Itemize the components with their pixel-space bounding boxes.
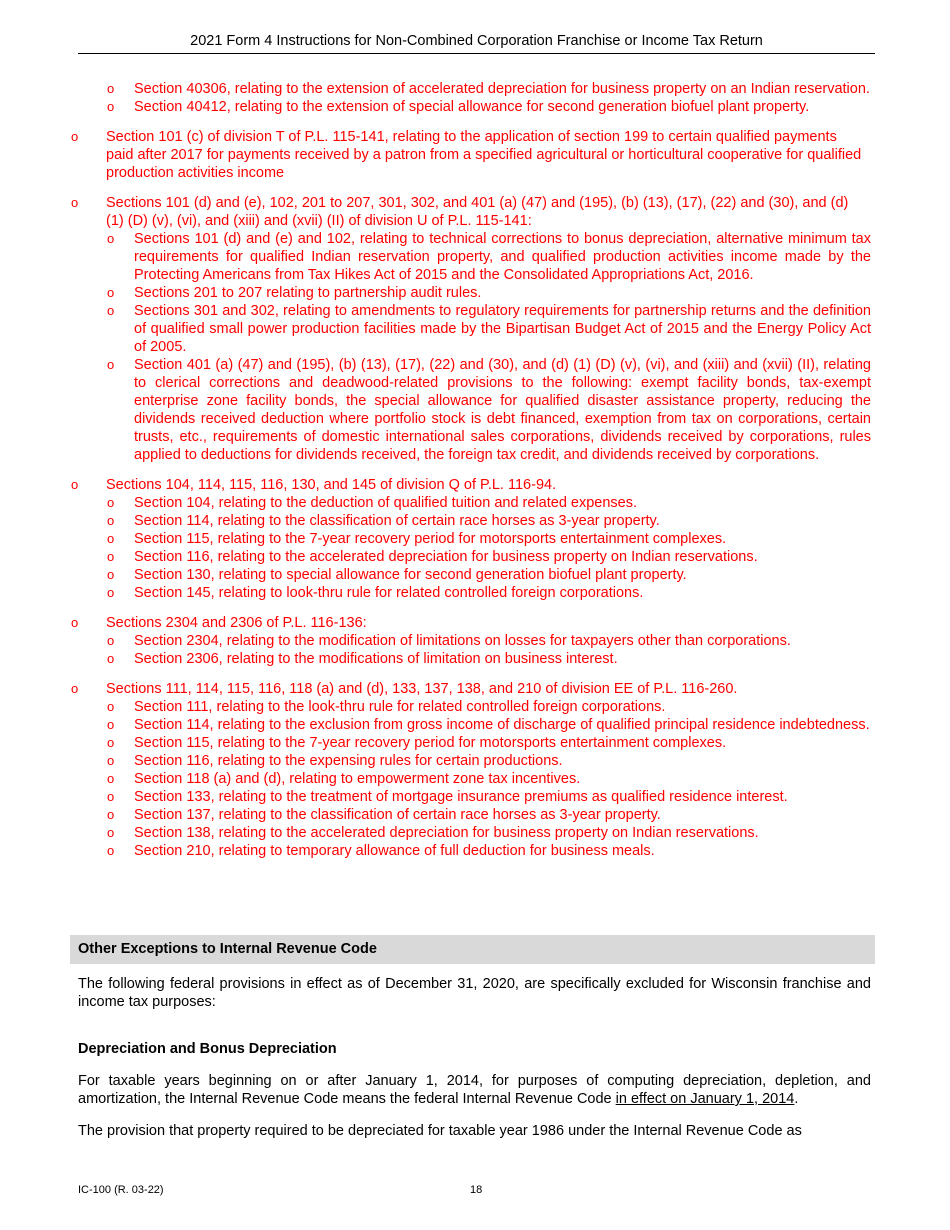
item-text: Section 210, relating to temporary allowance of full deduction for business meals. xyxy=(134,843,655,859)
item-text: Section 40306, relating to the extension of accelerated depreciation for business property on an Indian reservation. xyxy=(134,81,870,97)
list-group-division-ee xyxy=(71,680,866,698)
group-text: Sections 101 (d) and (e), 102, 201 to 207, 301, 302, and 401 (a) (47) and (195), (b) (13), (17), (22) and (30), and (d) (1) (D) (v), (vi), and (xiii) and (xvii) (II) of division U of P.L. 115-141: xyxy=(106,195,849,229)
item-text: Section 118 (a) and (d), relating to empowerment zone tax incentives. xyxy=(134,771,581,787)
list-item xyxy=(107,734,871,752)
item-text: Section 116, relating to the expensing rules for certain productions. xyxy=(134,753,563,769)
paragraph-end: . xyxy=(794,1091,799,1107)
bullet-icon: o xyxy=(107,495,115,510)
list-item xyxy=(107,752,871,770)
item-text: Section 111, relating to the look-thru rule for related controlled foreign corporations. xyxy=(134,699,666,715)
item-text: Section 2306, relating to the modifications of limitation on business interest. xyxy=(134,651,618,667)
intro-paragraph: The following federal provisions in effect as of December 31, 2020, are specifically excluded for Wisconsin franchise and income tax purposes: xyxy=(78,976,871,1010)
item-text: Sections 301 and 302, relating to amendments to regulatory requirements for partnership returns and the definition of qualified small power production facilities made by the Bipartisan Budget Act of 2015 and the Energy Policy Act of 2005. xyxy=(134,303,871,355)
bullet-icon: o xyxy=(107,303,115,318)
bullet-icon: o xyxy=(71,195,79,210)
bullet-icon: o xyxy=(107,771,115,786)
item-text: Section 2304, relating to the modification of limitations on losses for taxpayers other than corporations. xyxy=(134,633,791,649)
bullet-icon: o xyxy=(71,615,79,630)
paragraph-text: For taxable years beginning on or after January 1, 2014, for purposes of computing depreciation, depletion, and amortization, the Internal Revenue Code means the federal Internal Revenue Code xyxy=(78,1073,871,1107)
list-item xyxy=(107,698,871,716)
list-item xyxy=(107,788,871,806)
list-item xyxy=(107,770,871,788)
group-text: Sections 104, 114, 115, 116, 130, and 145 of division Q of P.L. 116-94. xyxy=(106,477,557,493)
list-group-division-u xyxy=(71,194,866,230)
item-text: Sections 101 (d) and (e) and 102, relating to technical corrections to bonus depreciation, alternative minimum tax requirements for qualified Indian reservation property, and qualified production activities income made by the Protecting Americans from Tax Hikes Act of 2015 and the Consolidated Appropriations Act, 2016. xyxy=(134,231,871,283)
bullet-icon: o xyxy=(107,531,115,546)
item-text: Section 116, relating to the accelerated depreciation for business property on Indian reservations. xyxy=(134,549,758,565)
bullet-icon: o xyxy=(107,735,115,750)
item-text: Section 114, relating to the classification of certain race horses as 3-year property. xyxy=(134,513,660,529)
bullet-icon: o xyxy=(107,585,115,600)
list-group-division-q xyxy=(71,476,866,494)
item-text: Section 401 (a) (47) and (195), (b) (13), (17), (22) and (30), and (d) (1) (D) (v), (vi), and (xiii) and (xvii) (II), relating to clerical corrections and deadwood-related provisions to the following: exempt facility bonds, tax-exempt enterprise zone facility bonds, the special allowance for qualified disaster assistance property, reducing the dividends received deduction where portfolio stock is debt financed, exemption from tax on corporations, certain trusts, etc., requirements of domestic international sales corporations, dividends received by corporations, rules applied to deductions for dividends received, the foreign tax credit, and dividends received by corporations. xyxy=(134,357,871,463)
depreciation-paragraph xyxy=(78,1072,871,1108)
bullet-icon: o xyxy=(107,753,115,768)
item-text: Section 115, relating to the 7-year recovery period for motorsports entertainment complexes. xyxy=(134,735,727,751)
bullet-icon: o xyxy=(107,807,115,822)
page-header: 2021 Form 4 Instructions for Non-Combined Corporation Franchise or Income Tax Return xyxy=(190,33,763,49)
subsection-title: Depreciation and Bonus Depreciation xyxy=(78,1041,337,1057)
bullet-icon: o xyxy=(107,99,115,114)
item-text: Section 115, relating to the 7-year recovery period for motorsports entertainment complexes. xyxy=(134,531,727,547)
group-text: Sections 2304 and 2306 of P.L. 116-136: xyxy=(106,615,367,631)
list-item xyxy=(107,632,871,650)
exceptions-list xyxy=(0,80,950,860)
bullet-icon: o xyxy=(107,699,115,714)
bullet-icon: o xyxy=(107,549,115,564)
item-text: Section 114, relating to the exclusion from gross income of discharge of qualified principal residence indebtedness. xyxy=(134,717,870,733)
section-title: Other Exceptions to Internal Revenue Code xyxy=(78,941,377,957)
list-item xyxy=(107,80,871,98)
list-item xyxy=(107,716,871,734)
list-item xyxy=(107,512,871,530)
list-item xyxy=(107,584,871,602)
item-text: Section 104, relating to the deduction of qualified tuition and related expenses. xyxy=(134,495,638,511)
bullet-icon: o xyxy=(107,513,115,528)
list-item xyxy=(107,530,871,548)
bullet-icon: o xyxy=(107,231,115,246)
list-item xyxy=(107,98,871,116)
continuation-paragraph: The provision that property required to be depreciated for taxable year 1986 under the Internal Revenue Code as xyxy=(78,1123,802,1139)
item-text: Section 130, relating to special allowance for second generation biofuel plant property. xyxy=(134,567,687,583)
bullet-icon: o xyxy=(107,825,115,840)
group-text: Sections 111, 114, 115, 116, 118 (a) and (d), 133, 137, 138, and 210 of division EE of P.L. 116-260. xyxy=(106,681,738,697)
bullet-icon: o xyxy=(107,717,115,732)
item-text: Section 137, relating to the classification of certain race horses as 3-year property. xyxy=(134,807,661,823)
bullet-icon: o xyxy=(107,633,115,648)
list-item xyxy=(107,824,871,842)
bullet-icon: o xyxy=(107,843,115,858)
item-text: Section 145, relating to look-thru rule for related controlled foreign corporations. xyxy=(134,585,644,601)
bullet-icon: o xyxy=(107,651,115,666)
list-item xyxy=(107,494,871,512)
list-item xyxy=(107,650,871,668)
list-item xyxy=(107,302,871,356)
header-rule xyxy=(78,53,875,54)
list-group-pl-116-136 xyxy=(71,614,866,632)
page-number: 18 xyxy=(470,1184,483,1196)
item-text: Sections 201 to 207 relating to partnership audit rules. xyxy=(134,285,482,301)
group-text: Section 101 (c) of division T of P.L. 115-141, relating to the application of section 199 to certain qualified payments paid after 2017 for payments received by a patron from a specified agricultural or horticultural cooperative for qualified production activities income xyxy=(106,129,862,181)
bullet-icon: o xyxy=(107,81,115,96)
bullet-icon: o xyxy=(107,357,115,372)
list-group-division-t xyxy=(71,128,866,182)
item-text: Section 40412, relating to the extension of special allowance for second generation biofuel plant property. xyxy=(134,99,810,115)
list-item xyxy=(107,230,871,284)
list-item xyxy=(107,548,871,566)
bullet-icon: o xyxy=(107,285,115,300)
list-item xyxy=(107,842,871,860)
list-item xyxy=(107,566,871,584)
list-item xyxy=(107,284,871,302)
section-heading-bar xyxy=(70,935,875,964)
bullet-icon: o xyxy=(71,129,79,144)
bullet-icon: o xyxy=(107,567,115,582)
item-text: Section 133, relating to the treatment of mortgage insurance premiums as qualified residence interest. xyxy=(134,789,788,805)
item-text: Section 138, relating to the accelerated depreciation for business property on Indian reservations. xyxy=(134,825,759,841)
bullet-icon: o xyxy=(107,789,115,804)
form-number: IC-100 (R. 03-22) xyxy=(78,1184,164,1196)
list-item xyxy=(107,806,871,824)
list-item xyxy=(107,356,871,464)
bullet-icon: o xyxy=(71,681,79,696)
underlined-date-text: in effect on January 1, 2014 xyxy=(615,1091,795,1107)
bullet-icon: o xyxy=(71,477,79,492)
